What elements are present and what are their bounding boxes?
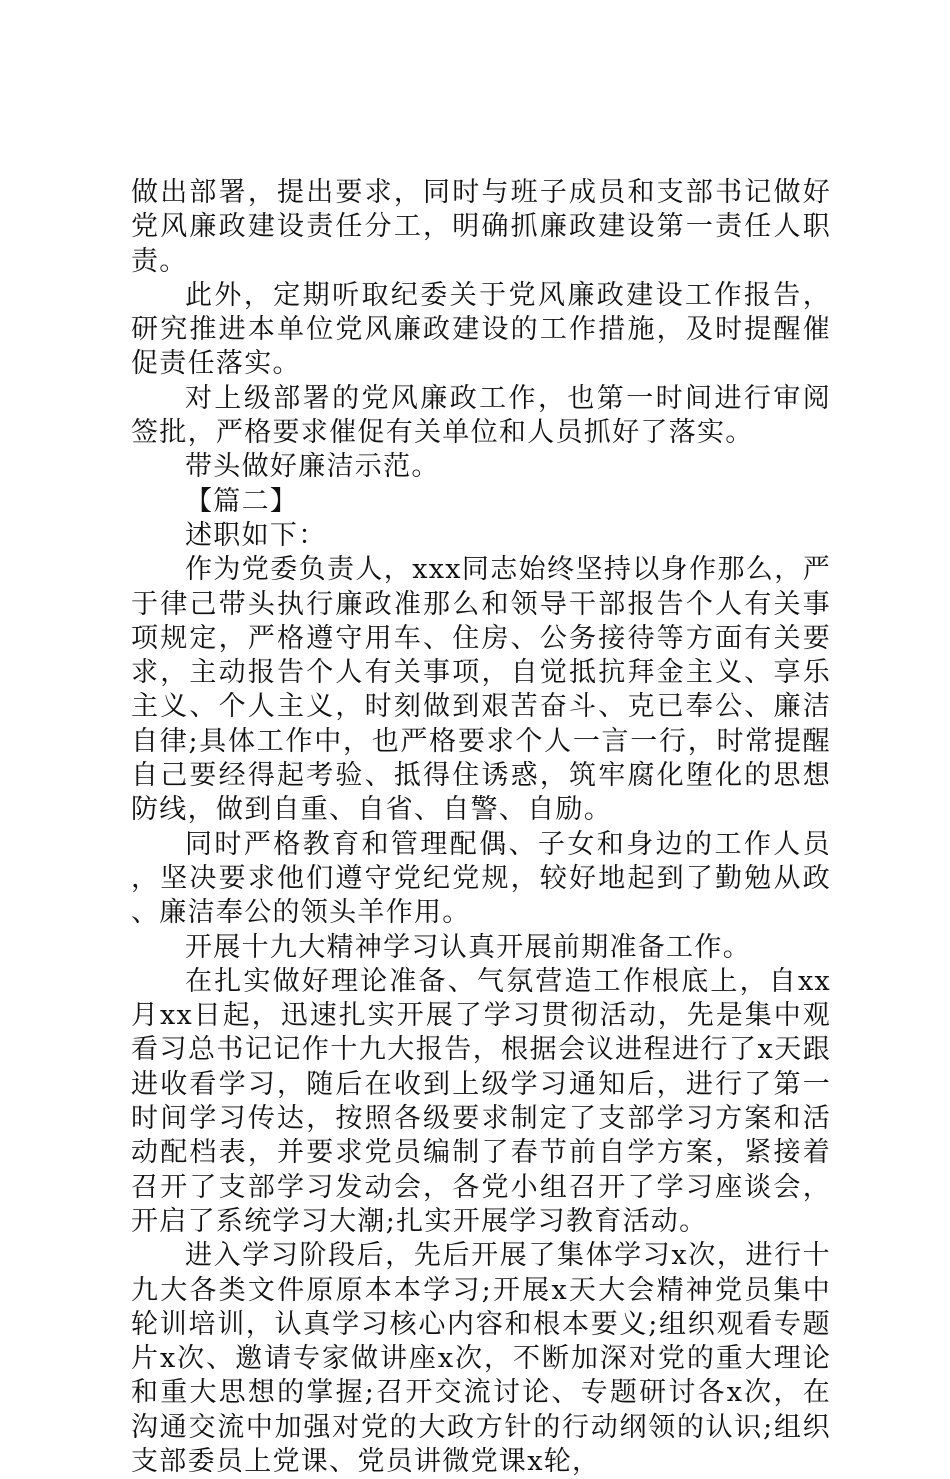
paragraph: 此外，定期听取纪委关于党风廉政建设工作报告，研究推进本单位党风廉政建设的工作措施，及时提醒催促责任落实。 (131, 279, 831, 380)
paragraph: 同时严格教育和管理配偶、子女和身边的工作人员，坚决要求他们遵守党纪党规，较好地起到了勤勉从政、廉洁奉公的领头羊作用。 (131, 828, 831, 929)
document-body (131, 176, 831, 1479)
paragraph: 做出部署，提出要求，同时与班子成员和支部书记做好党风廉政建设责任分工，明确抓廉政建设第一责任人职责。 (131, 177, 831, 277)
paragraph: 述职如下： (185, 519, 327, 551)
paragraph: 在扎实做好理论准备、气氛营造工作根底上，自xx月xx日起，迅速扎实开展了学习贯彻活动，先是集中观看习总书记记作十九大报告，根据会议进程进行了x天跟进收看学习，随后在收到上级学习通知后，进行了第一时间学习传达，按照各级要求制定了支部学习方案和活动配档表，并要求党员编制了春节前自学方案，紧接着召开了支部学习发动会，各党小组召开了学习座谈会，开启了系统学习大潮;扎实开展学习教育活动。 (131, 965, 831, 1237)
paragraph: 对上级部署的党风廉政工作，也第一时间进行审阅签批，严格要求催促有关单位和人员抓好了落实。 (131, 382, 831, 449)
section-heading: 【篇二】 (185, 485, 299, 517)
paragraph: 带头做好廉洁示范。 (185, 451, 440, 483)
paragraph: 作为党委负责人，xxx同志始终坚持以身作那么，严于律己带头执行廉政准那么和领导干部报告个人有关事项规定，严格遵守用车、住房、公务接待等方面有关要求，主动报告个人有关事项，自觉抵抗拜金主义、享乐主义、个人主义，时刻做到艰苦奋斗、克已奉公、廉洁自律;具体工作中，也严格要求个人一言一行，时常提醒自己要经得起考验、抵得住诱惑，筑牢腐化堕化的思想防线，做到自重、自省、自警、自励。 (131, 554, 831, 826)
paragraph: 开展十九大精神学习认真开展前期准备工作。 (185, 931, 751, 963)
paragraph: 进入学习阶段后，先后开展了集体学习x次，进行十九大各类文件原原本本学习;开展x天大会精神党员集中轮训培训，认真学习核心内容和根本要义;组织观看专题片x次、邀请专家做讲座x次，不断加深对党的重大理论和重大思想的掌握;召开交流讨论、专题研讨各x次，在沟通交流中加强对党的大政方针的行动纲领的认识;组织支部委员上党课、党员讲微党课x轮， (131, 1240, 831, 1477)
